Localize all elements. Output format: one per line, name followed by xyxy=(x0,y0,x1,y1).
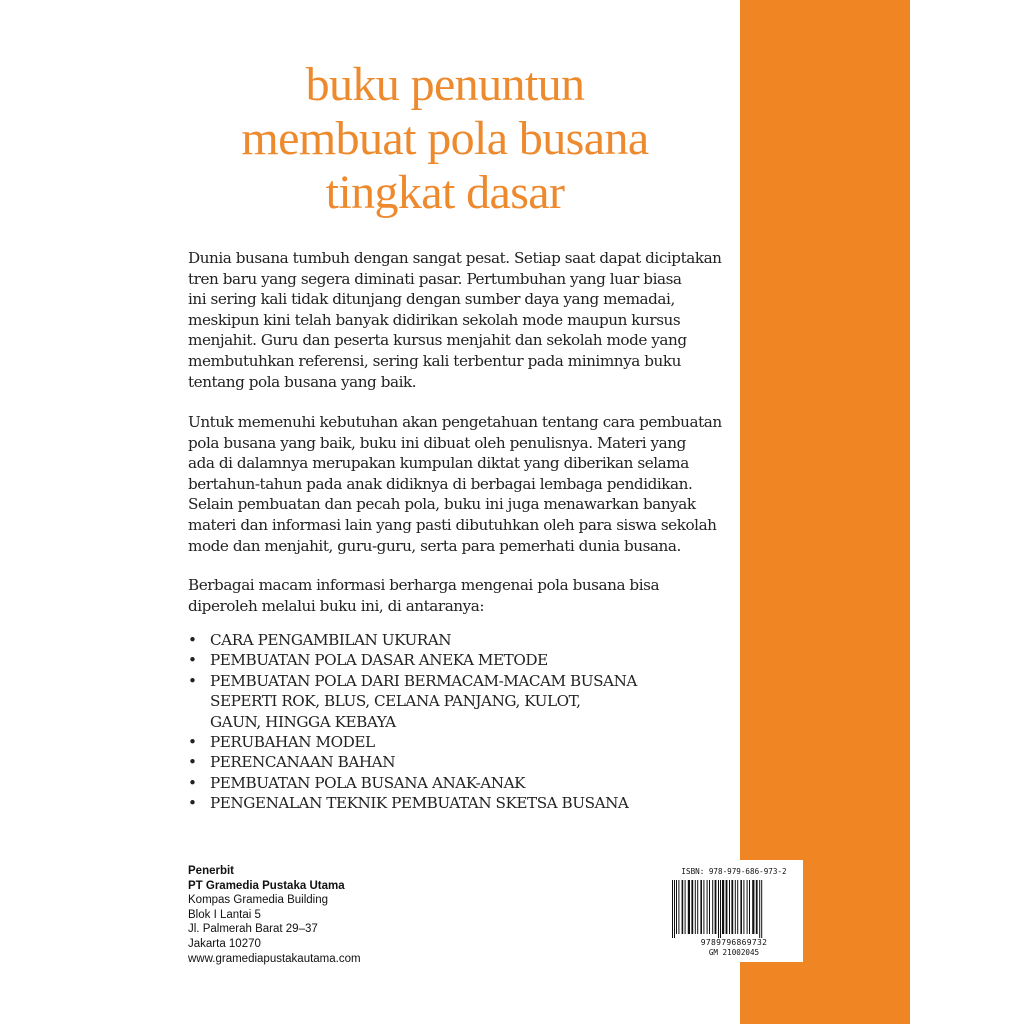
address-line: Kompas Gramedia Building xyxy=(188,894,328,907)
list-item-text: SEPERTI ROK, BLUS, CELANA PANJANG, KULOT, xyxy=(210,692,581,711)
barcode-bar xyxy=(703,880,704,934)
barcode-bar xyxy=(674,880,675,938)
publisher-name: PT Gramedia Pustaka Utama xyxy=(188,879,345,892)
barcode-bar xyxy=(695,880,696,934)
barcode-bar xyxy=(691,880,693,934)
bullet-icon: • xyxy=(188,631,197,649)
list-item-text: PEMBUATAN POLA DASAR ANEKA METODE xyxy=(210,651,548,670)
barcode-bar xyxy=(712,880,713,934)
barcode-bar xyxy=(697,880,698,934)
text-line: tren baru yang segera diminati pasar. Pertumbuhan yang luar biasa xyxy=(188,269,682,288)
synopsis-paragraph-1 xyxy=(188,248,722,392)
list-item-text: PEMBUATAN POLA DARI BERMACAM-MACAM BUSANA xyxy=(210,671,637,690)
text-line: ada di dalamnya merupakan kumpulan diktat yang diberikan selama xyxy=(188,454,689,473)
barcode-bar xyxy=(761,880,762,938)
barcode-bar xyxy=(709,880,710,934)
bullet-icon: • xyxy=(188,773,197,792)
text-line: meskipun kini telah banyak didirikan sekolah mode maupun kursus xyxy=(188,310,681,329)
bullet-icon: • xyxy=(188,733,197,752)
text-line: Untuk memenuhi kebutuhan akan pengetahuan tentang cara pembuatan xyxy=(188,413,722,431)
publisher-website: www.gramediapustakautama.com xyxy=(188,952,361,965)
barcode-bar xyxy=(740,880,742,934)
barcode-bar xyxy=(688,880,690,934)
text-line: Berbagai macam informasi berharga mengenai pola busana bisa xyxy=(188,576,660,594)
list-item-text: CARA PENGAMBILAN UKURAN xyxy=(210,631,452,649)
barcode-bar xyxy=(685,880,686,934)
list-item-text: PEMBUATAN POLA BUSANA ANAK-ANAK xyxy=(210,773,526,792)
barcode-bar xyxy=(747,880,748,934)
address-line: Blok I Lantai 5 xyxy=(188,908,261,921)
barcode-bars-icon xyxy=(671,880,796,938)
list-item xyxy=(188,671,728,732)
barcode-bar xyxy=(672,880,673,938)
list-item xyxy=(188,793,728,813)
barcode-bar xyxy=(729,880,730,934)
bullet-icon: • xyxy=(188,794,197,813)
book-title xyxy=(150,58,740,220)
product-code: GM 21002045 xyxy=(708,948,760,957)
list-item-text: PERUBAHAN MODEL xyxy=(210,733,375,752)
text-line: bertahun-tahun pada anak didiknya di berbagai lembaga pendidikan. xyxy=(188,474,693,493)
barcode-bar xyxy=(715,880,717,934)
publisher-label: Penerbit xyxy=(188,865,235,877)
text-line: tentang pola busana yang baik. xyxy=(188,372,417,391)
barcode-bar xyxy=(722,880,724,934)
text-line: membutuhkan referensi, sering kali terbentur pada minimnya buku xyxy=(188,351,681,370)
text-line: mode dan menjahit, guru-guru, serta para pemerhati dunia busana. xyxy=(188,536,681,555)
list-item xyxy=(188,650,728,670)
barcode-bar xyxy=(678,880,679,934)
barcode-bar xyxy=(752,880,754,934)
text-line: diperoleh melalui buku ini, di antaranya: xyxy=(188,596,485,615)
bullet-icon: • xyxy=(188,651,197,670)
barcode-bar xyxy=(707,880,708,934)
list-item xyxy=(188,732,728,752)
list-item xyxy=(188,630,728,650)
barcode-bar xyxy=(737,880,738,934)
title-line: membuat pola busana xyxy=(241,112,649,165)
barcode-digits: 9789796869732 xyxy=(700,938,768,947)
barcode-bar xyxy=(718,880,719,938)
barcode-bar xyxy=(743,880,744,934)
isbn-barcode xyxy=(663,860,803,962)
barcode-bar xyxy=(700,880,702,934)
bullet-icon: • xyxy=(188,671,197,690)
barcode-bar xyxy=(726,880,728,934)
title-line: buku penuntun xyxy=(305,58,585,111)
barcode-bar xyxy=(756,880,758,934)
isbn-label: ISBN: 978-979-686-973-2 xyxy=(681,867,787,876)
barcode-bar xyxy=(720,880,721,938)
topics-bullet-list xyxy=(188,630,728,814)
text-line: Selain pembuatan dan pecah pola, buku ini juga menawarkan banyak xyxy=(188,495,696,514)
barcode-bar xyxy=(682,880,684,934)
synopsis-paragraph-3 xyxy=(188,575,718,616)
list-item xyxy=(188,773,728,793)
publisher-info xyxy=(188,864,361,966)
title-line: tingkat dasar xyxy=(325,166,565,219)
text-line: pola busana yang baik, buku ini dibuat oleh penulisnya. Materi yang xyxy=(188,433,686,452)
address-line: Jl. Palmerah Barat 29–37 xyxy=(188,923,318,936)
list-item-text: GAUN, HINGGA KEBAYA xyxy=(210,712,396,731)
address-line: Jakarta 10270 xyxy=(188,937,261,950)
bullet-icon: • xyxy=(188,753,197,772)
text-line: Dunia busana tumbuh dengan sangat pesat. Setiap saat dapat diciptakan xyxy=(188,249,722,267)
text-line: ini sering kali tidak ditunjang dengan sumber daya yang memadai, xyxy=(188,290,675,309)
barcode-bar xyxy=(735,880,736,934)
list-item xyxy=(188,752,728,772)
synopsis-paragraph-2 xyxy=(188,412,722,556)
barcode-bar xyxy=(749,880,750,934)
list-item-text: PENGENALAN TEKNIK PEMBUATAN SKETSA BUSANA xyxy=(210,794,629,813)
text-line: materi dan informasi lain yang pasti dibutuhkan oleh para siswa sekolah xyxy=(188,515,717,534)
barcode-bar xyxy=(759,880,760,938)
list-item-text: PERENCANAAN BAHAN xyxy=(210,753,396,772)
barcode-bar xyxy=(676,880,677,934)
text-line: menjahit. Guru dan peserta kursus menjahit dan sekolah mode yang xyxy=(188,331,687,350)
barcode-bar xyxy=(731,880,733,934)
